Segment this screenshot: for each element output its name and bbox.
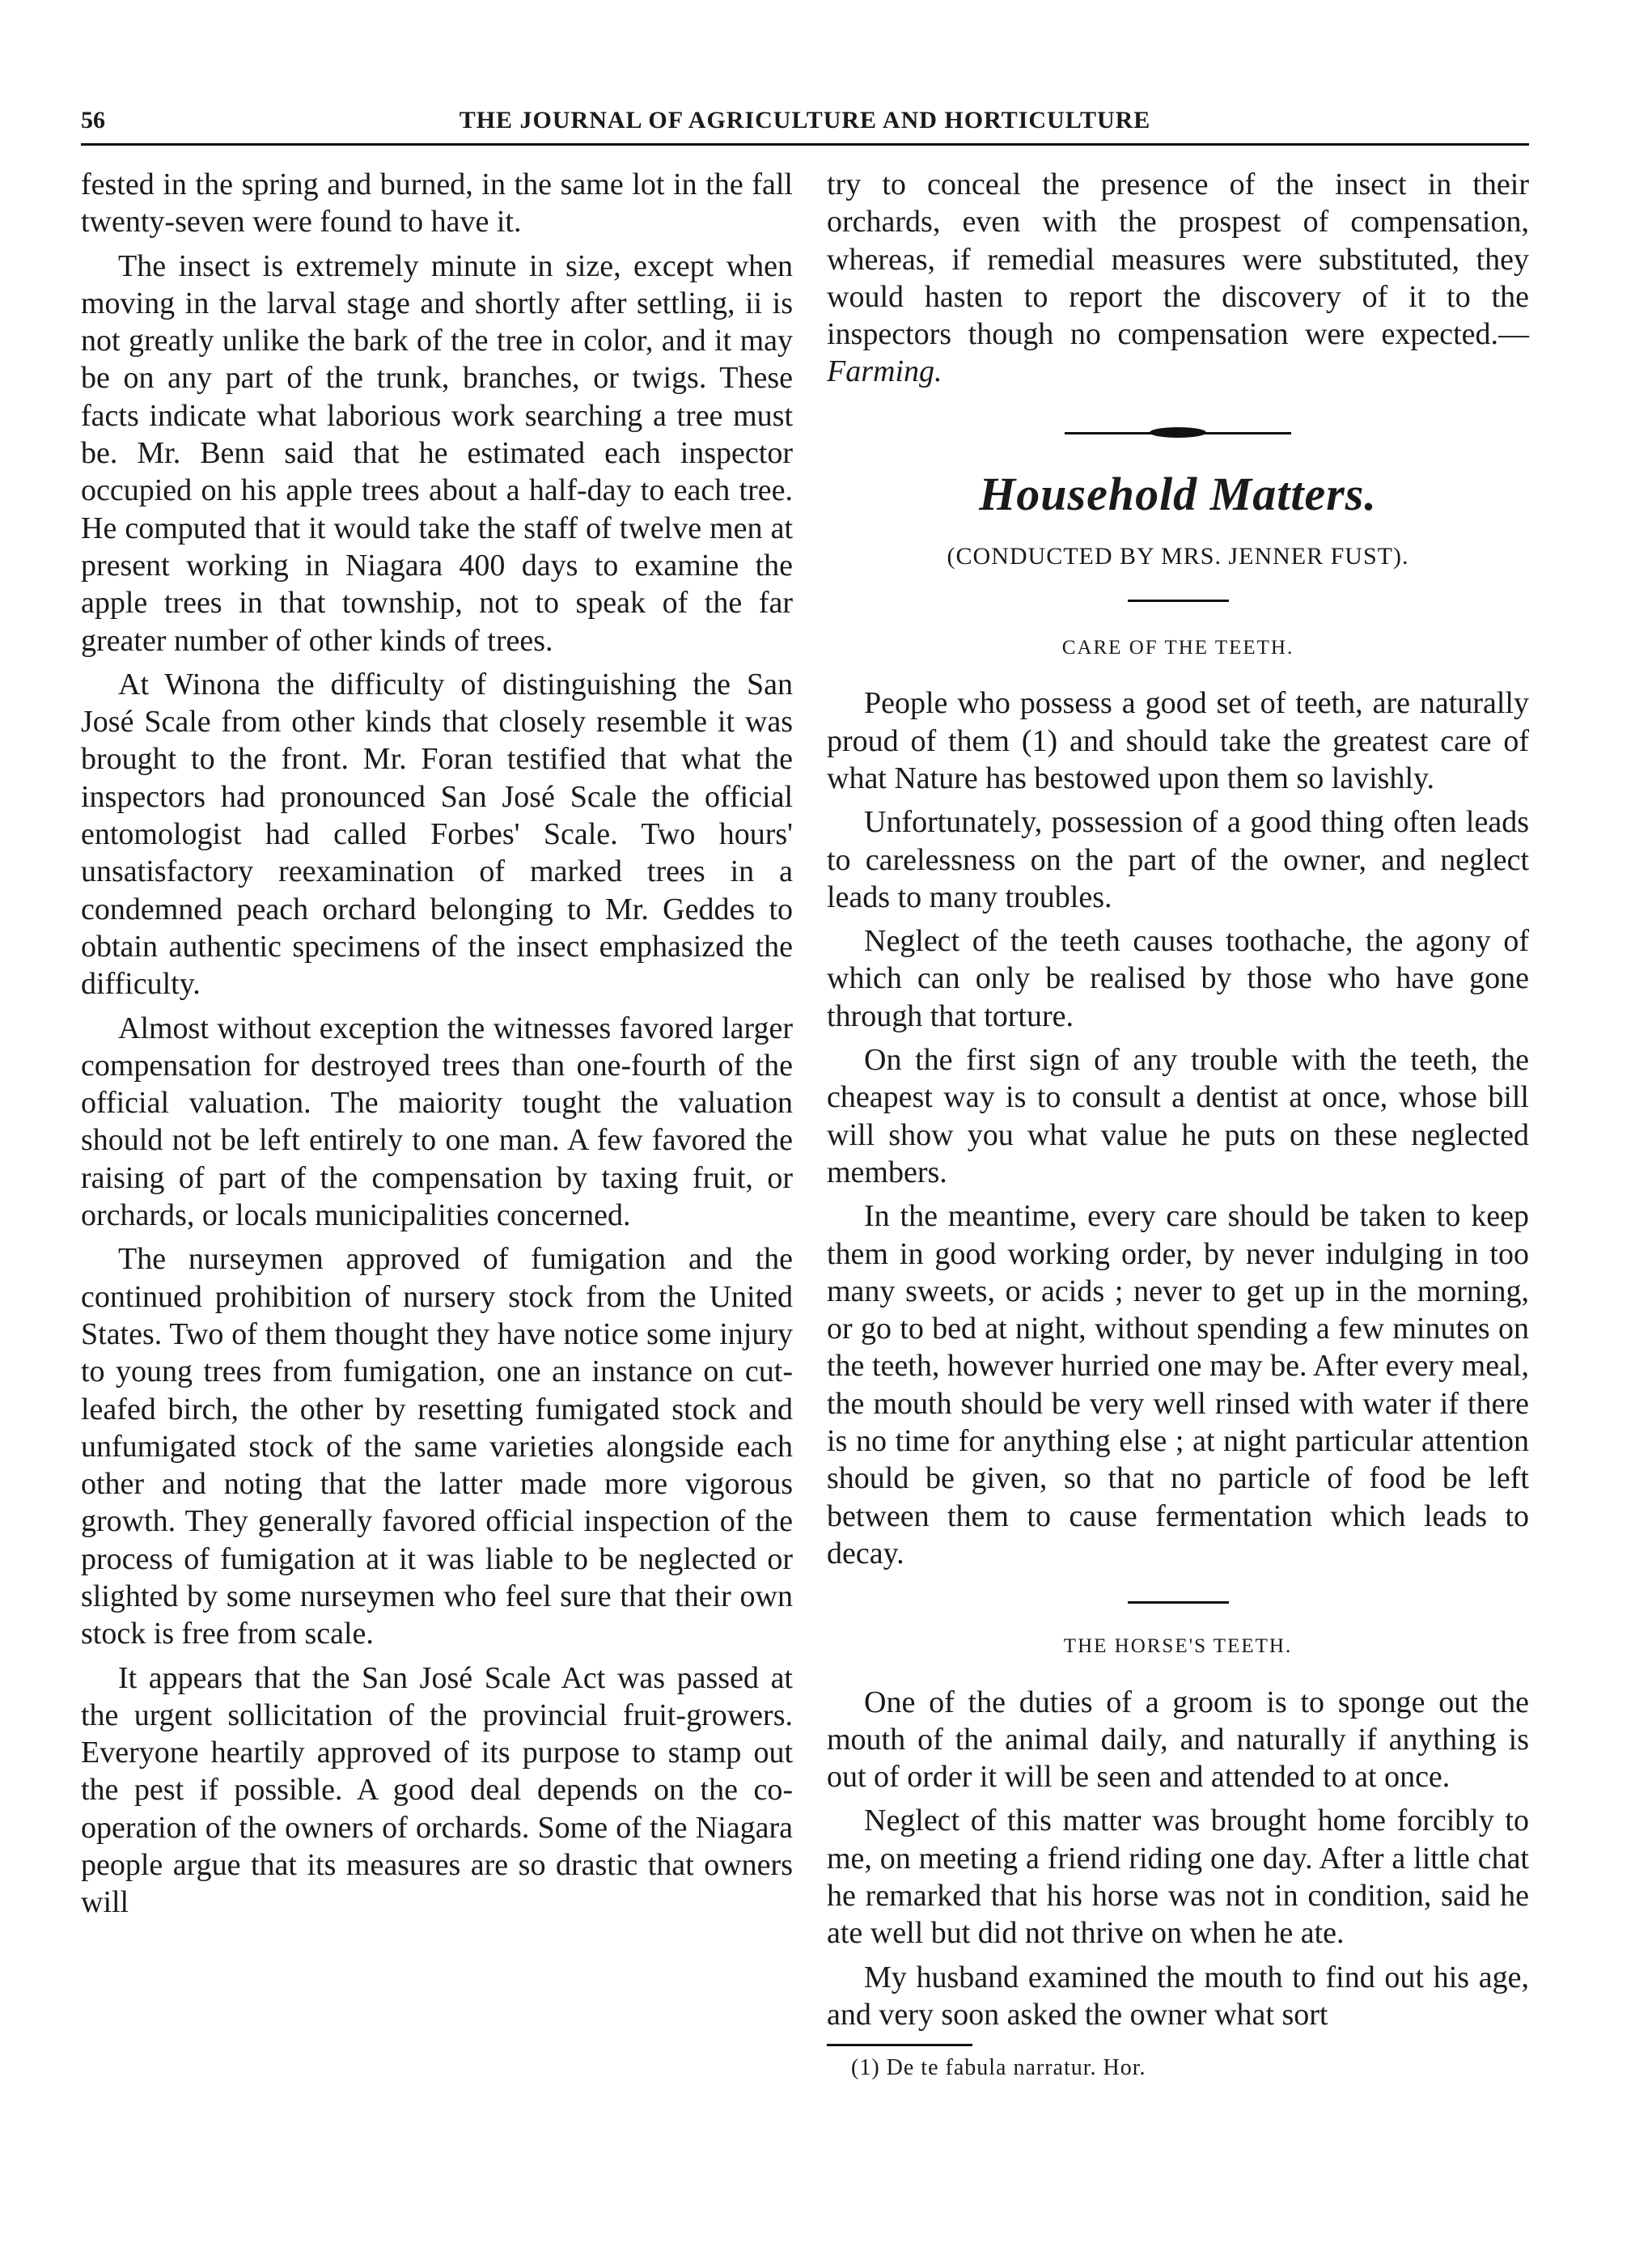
paragraph: Unfortunately, possession of a good thing often leads to carelessness on the part of the owner, and neglect leads to many troubles. xyxy=(827,805,1529,914)
right-column xyxy=(827,166,1529,2033)
continuation-paragraph xyxy=(827,166,1529,391)
page-header xyxy=(81,95,1529,144)
paragraph: My husband examined the mouth to find out his age, and very soon asked the owner what sort xyxy=(827,1960,1529,2032)
article-title-care-of-teeth: CARE OF THE TEETH. xyxy=(1061,637,1294,659)
paragraph: On the first sign of any trouble with the teeth, the cheapest way is to consult a dentist at once, whose bill will show you what value he puts on these neglected members. xyxy=(827,1043,1529,1189)
paragraph: fested in the spring and burned, in the same lot in the fall twenty-seven were found to have it. xyxy=(81,167,793,239)
paragraph: Neglect of the teeth causes toothache, the agony of which can only be realised by those who have gone through that torture. xyxy=(827,924,1529,1033)
article-rule xyxy=(1128,1601,1229,1604)
paragraph: The nurseymen approved of fumigation and the continued prohibition of nursery stock from the United States. Two of them thought they have notice some injury to young trees from fumigation, one an instance on cut-leafed birch, the other by resetting fumigated stock and unfumigated stock of the same varieties alongside each other and noting that the latter made more vigorous growth. They generally favored official inspection of the process of fumigation at it was liable to be neglected or slighted by some nurseymen who feel sure that their own stock is free from scale. xyxy=(81,1242,793,1651)
paragraph: Neglect of this matter was brought home forcibly to me, on meeting a friend riding one day. After a little chat he remarked that his horse was not in condition, said he ate well but did not thrive on when he ate. xyxy=(827,1804,1529,1951)
paragraph: Almost without exception the witnesses favored larger compensation for destroyed trees than one-fourth of the official valuation. The maiority tought the valuation should not be left entirely to one man. A few favored the raising of part of the compensation by taxing fruit, or orchards, or locals municipalities concerned. xyxy=(81,1011,793,1233)
continuation-text: try to conceal the presence of the insect in their orchards, even with the prospest of compensation, whereas, if remedial measures were substituted, they would hasten to report the discovery of it to the inspectors though no compensation were expected.— xyxy=(827,167,1529,352)
footnote: (1) De te fabula narratur. Hor. xyxy=(851,2055,1146,2080)
left-column xyxy=(81,166,793,1922)
paragraph: It appears that the San José Scale Act was passed at the urgent sollicitation of the provincial fruit-growers. Everyone heartily approved of its purpose to stamp out the pest if possible. A good deal depends on the co-operation of the owners of orchards. Some of the Niagara people argue that its measures are so drastic that owners will xyxy=(81,1660,793,1920)
ornament-divider xyxy=(1065,425,1291,441)
section-title: Household Matters. xyxy=(979,467,1377,520)
page-number: 56 xyxy=(81,107,105,134)
paragraph: The insect is extremely minute in size, except when moving in the larval stage and shortly after settling, ii is not greatly unlike the bark of the tree in color, and it may be on any part of the trunk, branches, or twigs. These facts indicate what laborious work searching a tree must be. Mr. Benn said that he estimated each inspector occupied on his apple trees about a half-day to each tree. He computed that it would take the staff of twelve men at present working in Niagara 400 days to examine the apple trees in that township, not to speak of the far greater number of other kinds of trees. xyxy=(81,248,793,658)
source-citation: Farming. xyxy=(827,354,942,389)
paragraph: At Winona the difficulty of distinguishing the San José Scale from other kinds that closely resemble it was brought to the front. Mr. Foran testified that what the inspectors had pronounced San José Scale the official entomologist had called Forbes' Scale. Two hours' unsatisfactory reexamination of marked trees in a condemned peach orchard belonging to Mr. Geddes to obtain authentic specimens of the insect emphasized the difficulty. xyxy=(81,667,793,1002)
section-rule xyxy=(1128,600,1229,602)
running-title: THE JOURNAL OF AGRICULTURE AND HORTICULTURE xyxy=(459,107,1151,134)
paragraph: One of the duties of a groom is to sponge out the mouth of the animal daily, and naturally if anything is out of order it will be seen and attended to at once. xyxy=(827,1685,1529,1795)
section-subtitle: (CONDUCTED BY MRS. JENNER FUST). xyxy=(947,542,1409,570)
paragraph: People who possess a good set of teeth, are naturally proud of them (1) and should take the greatest care of what Nature has bestowed upon them so lavishly. xyxy=(827,686,1529,795)
footnote-rule xyxy=(827,2044,972,2046)
paragraph: In the meantime, every care should be taken to keep them in good working order, by never indulging in too many sweets, or acids ; never to get up in the morning, or go to bed at night, without spending a few minutes on the teeth, however hurried one may be. After every meal, the mouth should be very well rinsed with water if there is no time for anything else ; at night particular attention should be given, so that no particle of food be left between them to cause fermentation which leads to decay. xyxy=(827,1199,1529,1570)
header-rule xyxy=(81,143,1529,146)
article-title-horses-teeth: THE HORSE'S TEETH. xyxy=(1063,1635,1293,1658)
